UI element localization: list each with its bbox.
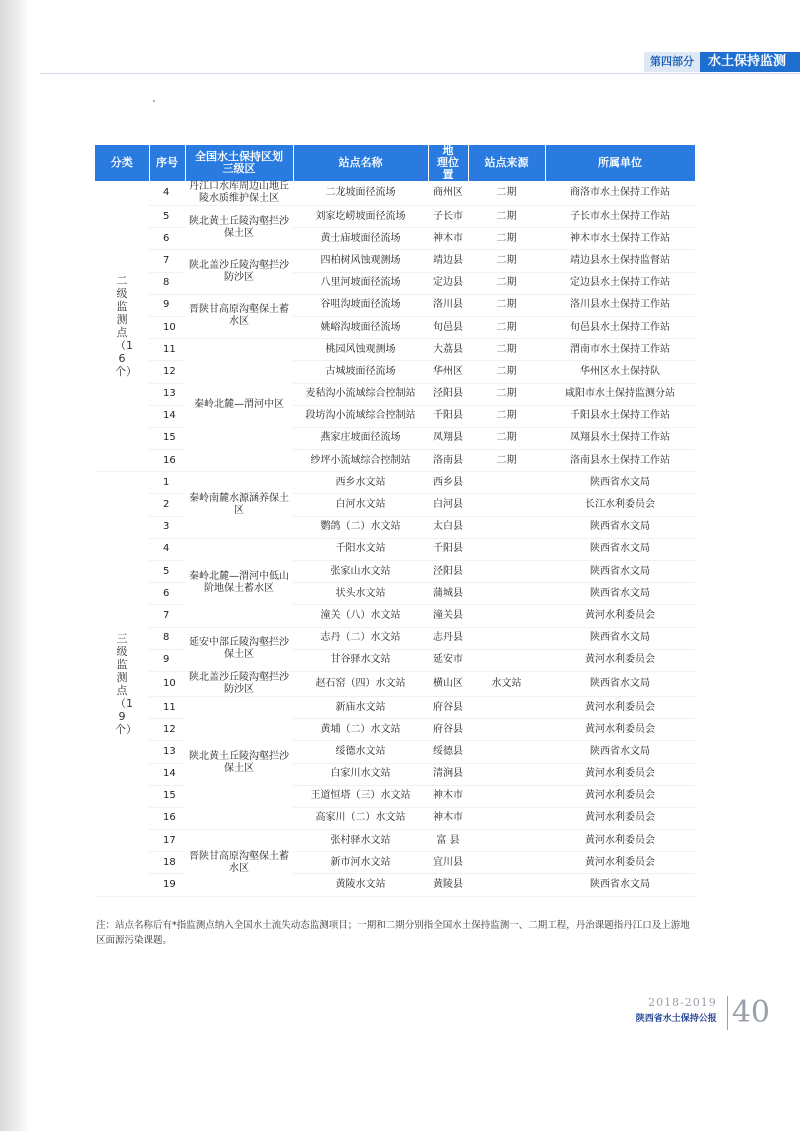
seq-cell: 9 <box>149 649 185 671</box>
source-cell <box>468 472 545 494</box>
category-label: 二级监测点（16个） <box>115 274 137 379</box>
source-cell <box>468 830 545 852</box>
station-name-cell: 新庙水文站 <box>293 696 428 718</box>
source-cell <box>468 741 545 763</box>
source-cell: 二期 <box>468 427 545 449</box>
location-cell: 横山区 <box>428 671 468 696</box>
zone-cell: 陕北黄土丘陵沟壑拦沙保土区 <box>185 206 293 250</box>
seq-cell: 1 <box>149 472 185 494</box>
unit-cell: 陕西省水文局 <box>545 472 695 494</box>
source-cell: 二期 <box>468 405 545 427</box>
unit-cell: 陕西省水文局 <box>545 516 695 538</box>
location-cell: 商州区 <box>428 181 468 206</box>
footer-publication: 陕西省水土保持公报 <box>635 1014 717 1024</box>
location-cell: 泾阳县 <box>428 383 468 405</box>
zone-cell: 秦岭北麓—渭河中区 <box>185 339 293 472</box>
seq-cell: 14 <box>149 763 185 785</box>
seq-cell: 10 <box>149 316 185 338</box>
unit-cell: 咸阳市水土保持监测分站 <box>545 383 695 405</box>
table-footnote: 注：站点名称后有*指监测点纳入全国水土流失动态监测项目；一期和二期分别指全国水土保持监测一、二期工程，丹治课题指丹江口及上游地区面源污染课题。 <box>96 920 690 946</box>
source-cell <box>468 763 545 785</box>
location-cell: 千阳县 <box>428 538 468 560</box>
station-name-cell: 鹦鸽（二）水文站 <box>293 516 428 538</box>
unit-cell: 黄河水利委员会 <box>545 696 695 718</box>
location-cell: 黄陵县 <box>428 874 468 896</box>
station-name-cell: 张村驿水文站 <box>293 830 428 852</box>
seq-cell: 13 <box>149 741 185 763</box>
location-cell: 白河县 <box>428 494 468 516</box>
location-cell: 靖边县 <box>428 250 468 272</box>
header-zone: 全国水土保持区划三级区 <box>185 145 293 181</box>
seq-cell: 10 <box>149 671 185 696</box>
table-row <box>95 206 695 228</box>
unit-cell: 黄河水利委员会 <box>545 605 695 627</box>
source-cell <box>468 719 545 741</box>
unit-cell: 陕西省水文局 <box>545 741 695 763</box>
zone-cell: 晋陕甘高原沟壑保土蓄水区 <box>185 830 293 897</box>
seq-cell: 18 <box>149 852 185 874</box>
source-cell <box>468 494 545 516</box>
source-cell: 二期 <box>468 181 545 206</box>
location-cell: 潼关县 <box>428 605 468 627</box>
zone-cell: 陕北盖沙丘陵沟壑拦沙防沙区 <box>185 250 293 294</box>
unit-cell: 陕西省水文局 <box>545 874 695 896</box>
seq-cell: 8 <box>149 272 185 294</box>
source-cell <box>468 696 545 718</box>
location-cell: 府谷县 <box>428 719 468 741</box>
seq-cell: 11 <box>149 339 185 361</box>
station-name-cell: 谷咀沟坡面径流场 <box>293 294 428 316</box>
table-row <box>95 830 695 852</box>
seq-cell: 15 <box>149 785 185 807</box>
seq-cell: 16 <box>149 450 185 472</box>
page-footer <box>636 996 770 1030</box>
table-row <box>95 250 695 272</box>
source-cell <box>468 538 545 560</box>
station-name-cell: 黄士庙坡面径流场 <box>293 228 428 250</box>
seq-cell: 9 <box>149 294 185 316</box>
location-cell: 西乡县 <box>428 472 468 494</box>
station-name-cell: 古城坡面径流场 <box>293 361 428 383</box>
seq-cell: 8 <box>149 627 185 649</box>
station-name-cell: 二龙坡面径流场 <box>293 181 428 206</box>
location-cell: 旬邑县 <box>428 316 468 338</box>
source-cell: 水文站 <box>468 671 545 696</box>
print-speck <box>153 100 155 102</box>
zone-cell: 延安中部丘陵沟壑拦沙保土区 <box>185 627 293 671</box>
table-header-row <box>95 145 695 181</box>
location-cell: 宜川县 <box>428 852 468 874</box>
seq-cell: 11 <box>149 696 185 718</box>
location-cell: 延安市 <box>428 649 468 671</box>
footer-divider <box>727 996 728 1030</box>
header-unit: 所属单位 <box>545 145 695 181</box>
station-name-cell: 白家川水文站 <box>293 763 428 785</box>
unit-cell: 陕西省水文局 <box>545 583 695 605</box>
seq-cell: 3 <box>149 516 185 538</box>
unit-cell: 陕西省水文局 <box>545 627 695 649</box>
header-divider <box>40 73 800 74</box>
station-name-cell: 姚峪沟坡面径流场 <box>293 316 428 338</box>
header-category: 分类 <box>95 145 149 181</box>
unit-cell: 洛川县水土保持工作站 <box>545 294 695 316</box>
monitoring-station-table <box>95 145 696 897</box>
unit-cell: 千阳县水土保持工作站 <box>545 405 695 427</box>
source-cell: 二期 <box>468 294 545 316</box>
source-cell: 二期 <box>468 250 545 272</box>
source-cell <box>468 785 545 807</box>
table-row <box>95 627 695 649</box>
header-location: 地 理位 置 <box>428 145 468 181</box>
station-name-cell: 新市河水文站 <box>293 852 428 874</box>
seq-cell: 5 <box>149 561 185 583</box>
location-cell: 绥德县 <box>428 741 468 763</box>
unit-cell: 洛南县水土保持工作站 <box>545 450 695 472</box>
source-cell <box>468 583 545 605</box>
table-row <box>95 538 695 560</box>
station-name-cell: 八里河坡面径流场 <box>293 272 428 294</box>
seq-cell: 13 <box>149 383 185 405</box>
station-name-cell: 麦秸沟小流域综合控制站 <box>293 383 428 405</box>
station-name-cell: 西乡水文站 <box>293 472 428 494</box>
station-name-cell: 刘家圪崂坡面径流场 <box>293 206 428 228</box>
unit-cell: 华州区水土保持队 <box>545 361 695 383</box>
header-seq: 序号 <box>149 145 185 181</box>
seq-cell: 5 <box>149 206 185 228</box>
source-cell: 二期 <box>468 383 545 405</box>
source-cell: 二期 <box>468 316 545 338</box>
source-cell: 二期 <box>468 450 545 472</box>
category-cell <box>95 472 149 896</box>
station-name-cell: 纱坪小流域综合控制站 <box>293 450 428 472</box>
seq-cell: 12 <box>149 719 185 741</box>
station-name-cell: 白河水文站 <box>293 494 428 516</box>
unit-cell: 黄河水利委员会 <box>545 830 695 852</box>
unit-cell: 陕西省水文局 <box>545 671 695 696</box>
station-name-cell: 甘谷驿水文站 <box>293 649 428 671</box>
station-name-cell: 段坊沟小流域综合控制站 <box>293 405 428 427</box>
location-cell: 神木市 <box>428 807 468 829</box>
location-cell: 洛南县 <box>428 450 468 472</box>
source-cell <box>468 807 545 829</box>
unit-cell: 子长市水土保持工作站 <box>545 206 695 228</box>
location-cell: 华州区 <box>428 361 468 383</box>
seq-cell: 14 <box>149 405 185 427</box>
section-header <box>644 52 800 72</box>
footer-years: 2018-2019 <box>648 996 717 1009</box>
seq-cell: 7 <box>149 605 185 627</box>
location-cell: 泾阳县 <box>428 561 468 583</box>
zone-cell: 晋陕甘高原沟壑保土蓄水区 <box>185 294 293 338</box>
station-name-cell: 黄陵水文站 <box>293 874 428 896</box>
source-cell <box>468 649 545 671</box>
source-cell <box>468 516 545 538</box>
station-name-cell: 高家川（二）水文站 <box>293 807 428 829</box>
seq-cell: 2 <box>149 494 185 516</box>
table-row <box>95 472 695 494</box>
seq-cell: 4 <box>149 181 185 206</box>
source-cell <box>468 852 545 874</box>
station-name-cell: 王道恒塔（三）水文站 <box>293 785 428 807</box>
location-cell: 洛川县 <box>428 294 468 316</box>
location-cell: 定边县 <box>428 272 468 294</box>
unit-cell: 陕西省水文局 <box>545 561 695 583</box>
page-number: 40 <box>731 995 770 1030</box>
section-title: 水土保持监测 <box>700 52 800 72</box>
table-row <box>95 181 695 206</box>
source-cell: 二期 <box>468 228 545 250</box>
unit-cell: 黄河水利委员会 <box>545 649 695 671</box>
header-source: 站点来源 <box>468 145 545 181</box>
unit-cell: 凤翔县水土保持工作站 <box>545 427 695 449</box>
source-cell: 二期 <box>468 206 545 228</box>
source-cell <box>468 605 545 627</box>
zone-cell: 陕北黄土丘陵沟壑拦沙保土区 <box>185 696 293 829</box>
zone-cell: 秦岭北麓—渭河中低山阶地保土蓄水区 <box>185 538 293 627</box>
unit-cell: 定边县水土保持工作站 <box>545 272 695 294</box>
location-cell: 富 县 <box>428 830 468 852</box>
table-row <box>95 671 695 696</box>
unit-cell: 陕西省水文局 <box>545 538 695 560</box>
table-row <box>95 339 695 361</box>
unit-cell: 渭南市水土保持工作站 <box>545 339 695 361</box>
seq-cell: 19 <box>149 874 185 896</box>
unit-cell: 神木市水土保持工作站 <box>545 228 695 250</box>
seq-cell: 4 <box>149 538 185 560</box>
location-cell: 神木市 <box>428 228 468 250</box>
location-cell: 蒲城县 <box>428 583 468 605</box>
source-cell: 二期 <box>468 361 545 383</box>
station-name-cell: 赵石窑（四）水文站 <box>293 671 428 696</box>
source-cell <box>468 874 545 896</box>
zone-cell: 陕北盖沙丘陵沟壑拦沙防沙区 <box>185 671 293 696</box>
seq-cell: 15 <box>149 427 185 449</box>
category-label: 三级监测点（19个） <box>115 631 137 736</box>
station-name-cell: 张家山水文站 <box>293 561 428 583</box>
unit-cell: 黄河水利委员会 <box>545 785 695 807</box>
station-name-cell: 潼关（八）水文站 <box>293 605 428 627</box>
location-cell: 府谷县 <box>428 696 468 718</box>
seq-cell: 12 <box>149 361 185 383</box>
seq-cell: 6 <box>149 583 185 605</box>
unit-cell: 旬邑县水土保持工作站 <box>545 316 695 338</box>
location-cell: 千阳县 <box>428 405 468 427</box>
seq-cell: 17 <box>149 830 185 852</box>
source-cell: 二期 <box>468 272 545 294</box>
seq-cell: 6 <box>149 228 185 250</box>
zone-cell: 丹江口水库周边山地丘陵水质维护保土区 <box>185 181 293 206</box>
unit-cell: 黄河水利委员会 <box>545 852 695 874</box>
zone-cell: 秦岭南麓水源涵养保土区 <box>185 472 293 539</box>
station-name-cell: 燕家庄坡面径流场 <box>293 427 428 449</box>
station-name-cell: 桃园风蚀观测场 <box>293 339 428 361</box>
source-cell: 二期 <box>468 339 545 361</box>
location-cell: 凤翔县 <box>428 427 468 449</box>
station-name-cell: 绥德水文站 <box>293 741 428 763</box>
seq-cell: 16 <box>149 807 185 829</box>
seq-cell: 7 <box>149 250 185 272</box>
header-station: 站点名称 <box>293 145 428 181</box>
location-cell: 志丹县 <box>428 627 468 649</box>
station-name-cell: 黄埔（二）水文站 <box>293 719 428 741</box>
location-cell: 子长市 <box>428 206 468 228</box>
station-name-cell: 四柏树风蚀观测场 <box>293 250 428 272</box>
location-cell: 大荔县 <box>428 339 468 361</box>
station-name-cell: 志丹（二）水文站 <box>293 627 428 649</box>
unit-cell: 长江水利委员会 <box>545 494 695 516</box>
unit-cell: 商洛市水土保持工作站 <box>545 181 695 206</box>
book-spine-shadow <box>0 0 30 1131</box>
location-cell: 太白县 <box>428 516 468 538</box>
table-row <box>95 696 695 718</box>
unit-cell: 黄河水利委员会 <box>545 807 695 829</box>
station-name-cell: 状头水文站 <box>293 583 428 605</box>
table-row <box>95 294 695 316</box>
location-cell: 清涧县 <box>428 763 468 785</box>
category-cell <box>95 181 149 472</box>
source-cell <box>468 561 545 583</box>
source-cell <box>468 627 545 649</box>
location-cell: 神木市 <box>428 785 468 807</box>
unit-cell: 黄河水利委员会 <box>545 719 695 741</box>
part-label: 第四部分 <box>644 52 700 72</box>
unit-cell: 黄河水利委员会 <box>545 763 695 785</box>
station-name-cell: 千阳水文站 <box>293 538 428 560</box>
unit-cell: 靖边县水土保持监督站 <box>545 250 695 272</box>
